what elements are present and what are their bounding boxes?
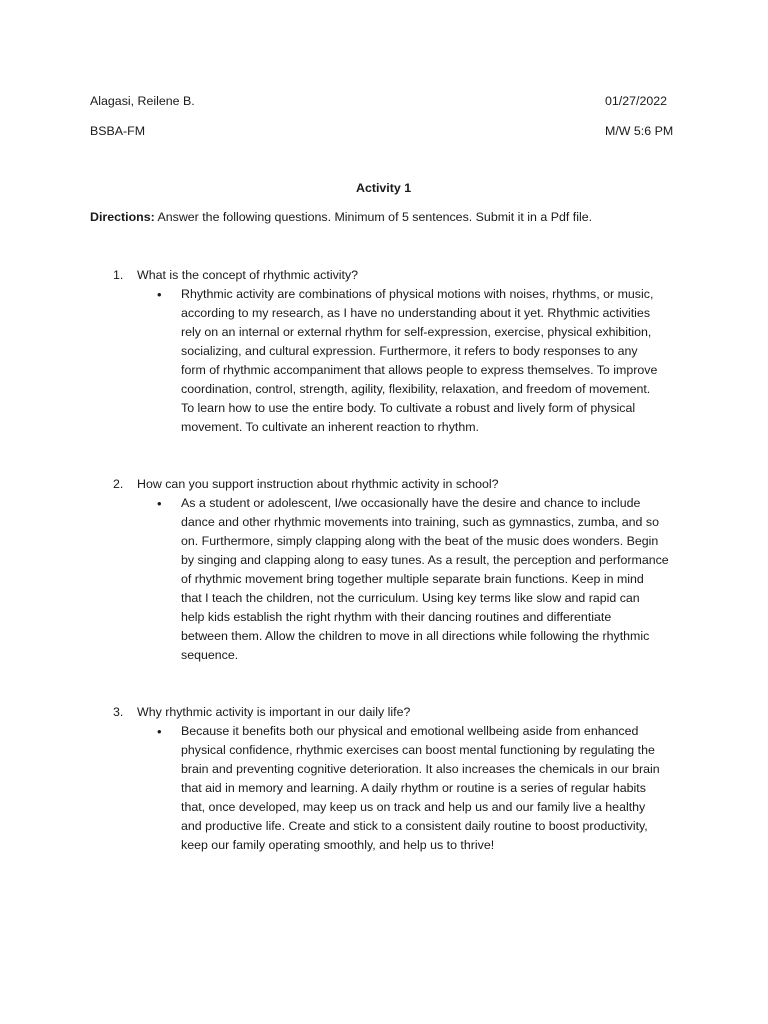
class-schedule: M/W 5:6 PM (605, 124, 674, 138)
bullet-icon: • (157, 287, 162, 302)
answer-line: of rhythmic movement bring together multiple separate brain functions. Keep in mind (181, 572, 644, 586)
answer-line: form of rhythmic accompaniment that allows people to express themselves. To improve (181, 363, 658, 377)
answer-paragraph (181, 494, 681, 665)
answer-line: To learn how to use the entire body. To cultivate a robust and lively form of physical (181, 401, 636, 415)
answer-line: by singing and clapping along to easy tunes. As a result, the perception and performance (181, 553, 669, 567)
answer-line: help kids establish the right rhythm with their dancing routines and differentiate (181, 610, 612, 624)
course-code: BSBA-FM (90, 124, 146, 138)
answer-line: that aid in memory and learning. A daily rhythm or routine is a series of regular habits (181, 781, 646, 795)
answer-line: sequence. (181, 648, 239, 662)
answer-line: that I teach the children, not the curriculum. Using key terms like slow and rapid can (181, 591, 640, 605)
student-name: Alagasi, Reilene B. (90, 94, 195, 108)
activity-title: Activity 1 (356, 181, 412, 195)
answer-line: coordination, control, strength, agility, flexibility, relaxation, and freedom of movement. (181, 382, 651, 396)
directions-label: Directions: (90, 210, 155, 224)
answer-line: and productive life. Create and stick to a consistent daily routine to boost productivity, (181, 819, 648, 833)
submission-date: 01/27/2022 (605, 94, 668, 108)
answer-line: keep our family operating smoothly, and help us to thrive! (181, 838, 495, 852)
answer-line: according to my research, as I have no understanding about it yet. Rhythmic activities (181, 306, 651, 320)
question-number: 3. (113, 705, 124, 719)
bullet-icon: • (157, 724, 162, 739)
question-number: 1. (113, 268, 124, 282)
bullet-icon: • (157, 496, 162, 511)
answer-line: Rhythmic activity are combinations of physical motions with noises, rhythms, or music, (181, 287, 654, 301)
answer-line: rely on an internal or external rhythm for self-expression, exercise, physical exhibition, (181, 325, 652, 339)
answer-line: between them. Allow the children to move in all directions while following the rhythmic (181, 629, 650, 643)
directions-text: Answer the following questions. Minimum of 5 sentences. Submit it in a Pdf file. (154, 210, 593, 224)
directions (90, 208, 592, 227)
answer-line: physical confidence, rhythmic exercises can boost mental functioning by regulating the (181, 743, 655, 757)
answer-line: dance and other rhythmic movements into training, such as gymnastics, zumba, and so (181, 515, 659, 529)
answer-line: Because it benefits both our physical and emotional wellbeing aside from enhanced (181, 724, 639, 738)
question-text: What is the concept of rhythmic activity? (137, 268, 359, 282)
answer-paragraph (181, 285, 681, 437)
answer-line: movement. To cultivate an inherent reaction to rhythm. (181, 420, 479, 434)
question-text: Why rhythmic activity is important in our daily life? (137, 705, 411, 719)
question-text: How can you support instruction about rhythmic activity in school? (137, 477, 499, 491)
answer-paragraph (181, 722, 681, 855)
answer-line: on. Furthermore, simply clapping along with the beat of the music does wonders. Begin (181, 534, 659, 548)
answer-line: As a student or adolescent, I/we occasionally have the desire and chance to include (181, 496, 641, 510)
answer-line: brain and preventing cognitive deterioration. It also increases the chemicals in our brain (181, 762, 660, 776)
question-number: 2. (113, 477, 124, 491)
answer-line: that, once developed, may keep us on track and help us and our family live a healthy (181, 800, 646, 814)
answer-line: socializing, and cultural expression. Furthermore, it refers to body responses to any (181, 344, 638, 358)
